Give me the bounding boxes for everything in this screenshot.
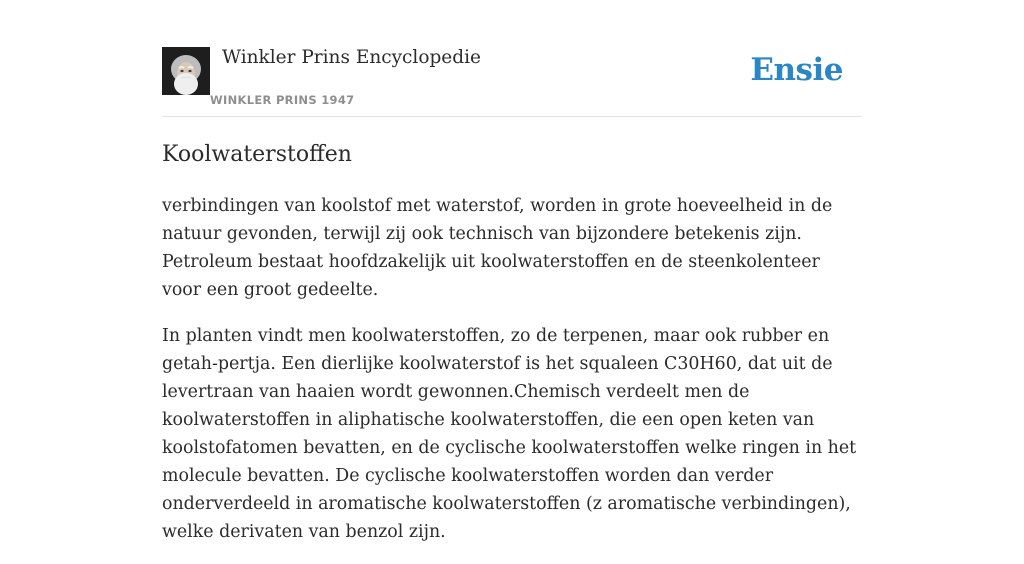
bearded-man-portrait-icon [162,47,210,95]
brand-logo[interactable]: Ensie [750,52,843,88]
article-body [162,192,862,564]
article-paragraph: In planten vindt men koolwaterstoffen, zo de terpenen, maar ook rubber en getah-pertja. Een dierlijke koolwaterstof is het squaleen C30H60, dat uit de levertraan van haaien wordt gewonnen.Chemisch verdeelt men de koolwaterstoffen in aliphatische koolwaterstoffen, die een open keten van koolstofatomen bevatten, en de cyclische koolwaterstoffen welke ringen in het molecule bevatten. De cyclische koolwaterstoffen worden dan verder onderverdeeld in aromatische koolwaterstoffen (z aromatische verbindingen), welke derivaten van benzol zijn. [162,326,857,542]
source-header [162,46,862,117]
source-title[interactable]: Winkler Prins Encyclopedie [222,47,481,68]
avatar[interactable] [162,47,210,95]
article-paragraph: verbindingen van koolstof met waterstof, worden in grote hoeveelheid in de natuur gevonden, terwijl zij ook technisch van bijzondere betekenis zijn. Petroleum bestaat hoofdzakelijk uit koolwaterstoffen en de steenkolenteer voor een groot gedeelte. [162,196,833,300]
source-subtitle: WINKLER PRINS 1947 [210,93,355,107]
article-title: Koolwaterstoffen [162,142,352,167]
